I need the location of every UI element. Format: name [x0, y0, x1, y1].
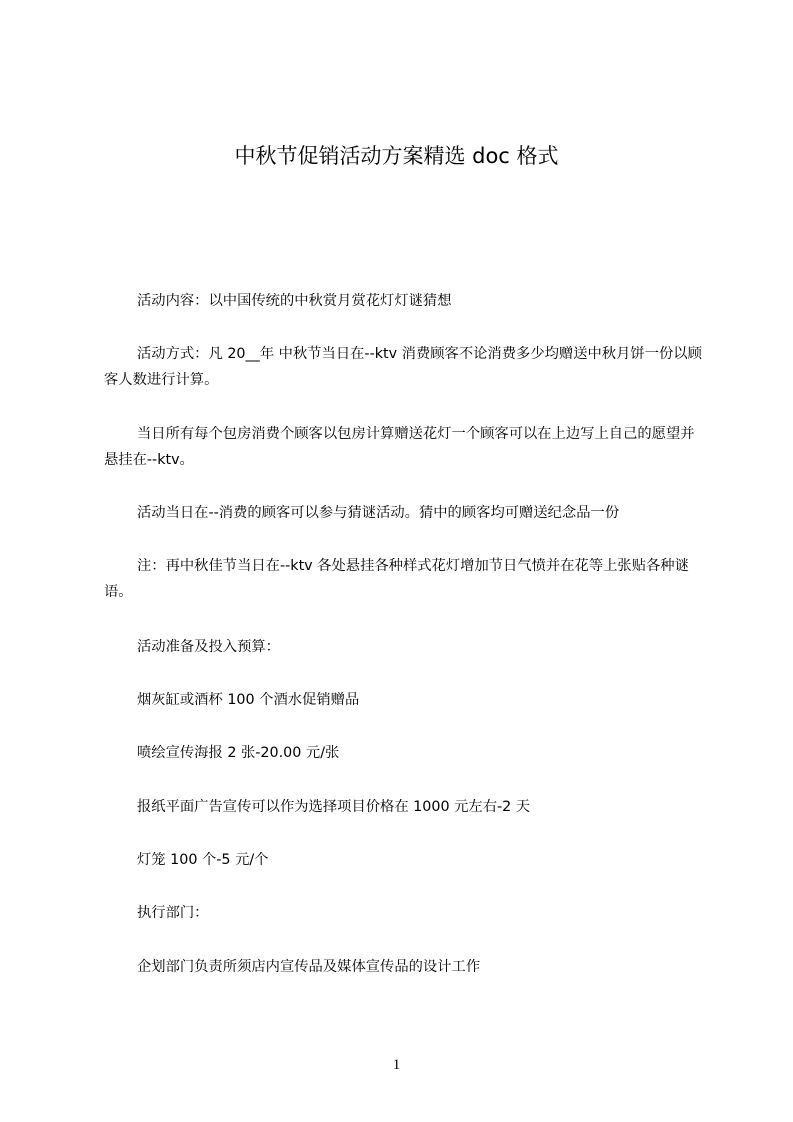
paragraph-activity-method: 活动方式：凡 20__年 中秋节当日在--ktv 消费顾客不论消费多少均赠送中秋月饼一份以顾客人数进行计算。: [104, 346, 702, 388]
paragraph-lantern-gift: 当日所有每个包房消费个顾客以包房计算赠送花灯一个顾客可以在上边写上自己的愿望并悬挂在--ktv。: [104, 426, 695, 468]
page-number: 1: [392, 1057, 401, 1073]
paragraph-activity-content: 活动内容：以中国传统的中秋赏月赏花灯灯谜猜想: [137, 293, 452, 309]
paragraph-budget-newspaper: 报纸平面广告宣传可以作为选择项目价格在 1000 元左右-2 天: [137, 799, 531, 815]
paragraph-budget-ashtray: 烟灰缸或酒杯 100 个酒水促销赠品: [137, 692, 360, 708]
paragraph-execution-heading: 执行部门：: [137, 905, 209, 921]
paragraph-budget-lantern: 灯笼 100 个-5 元/个: [137, 852, 269, 868]
paragraph-budget-heading: 活动准备及投入预算：: [137, 639, 280, 655]
document-title: 中秋节促销活动方案精选 doc 格式: [234, 144, 559, 168]
paragraph-budget-poster: 喷绘宣传海报 2 张-20.00 元/张: [137, 745, 340, 761]
paragraph-note: 注：再中秋佳节当日在--ktv 各处悬挂各种样式花灯增加节日气愤并在花等上张贴各种谜语。: [104, 558, 689, 600]
paragraph-planning-department: 企划部门负责所须店内宣传品及媒体宣传品的设计工作: [137, 959, 481, 975]
paragraph-riddle-activity: 活动当日在--消费的顾客可以参与猜谜活动。猜中的顾客均可赠送纪念品一份: [137, 505, 620, 521]
